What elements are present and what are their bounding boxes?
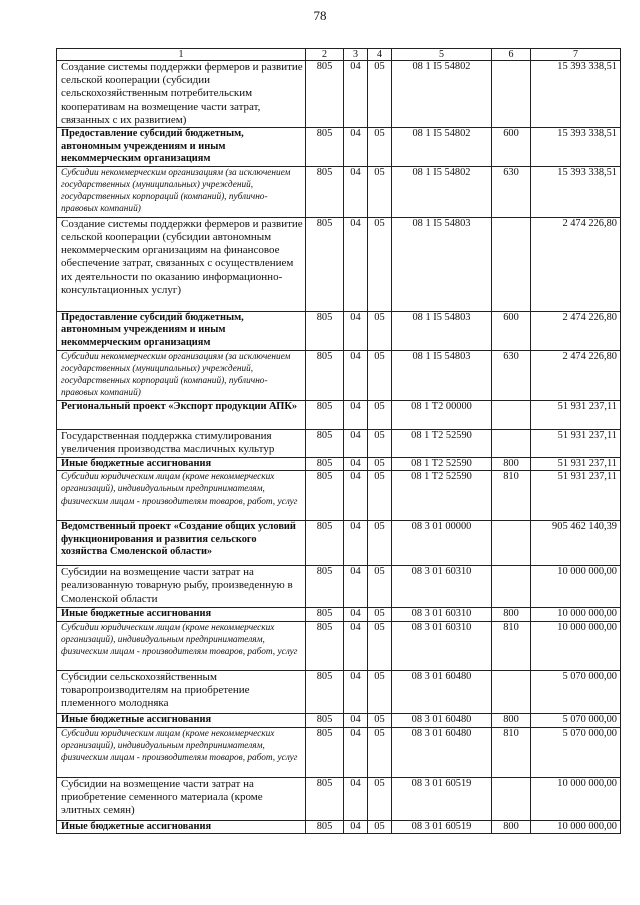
ministry-code: 805 [306, 670, 344, 713]
subsection-code: 05 [368, 457, 392, 471]
ministry-code: 805 [306, 521, 344, 566]
target-article-code: 08 3 01 00000 [392, 521, 492, 566]
subsection-code: 05 [368, 713, 392, 727]
table-row [57, 429, 621, 457]
amount: 5 070 000,00 [531, 670, 621, 713]
amount: 10 000 000,00 [531, 566, 621, 608]
header-row [57, 49, 621, 61]
target-article-code: 08 1 I5 54803 [392, 217, 492, 311]
section-code: 04 [344, 621, 368, 670]
expense-type-code: 600 [492, 128, 531, 167]
section-code: 04 [344, 713, 368, 727]
expense-type-code: 800 [492, 457, 531, 471]
section-code: 04 [344, 429, 368, 457]
section-code: 04 [344, 61, 368, 128]
table-row [57, 457, 621, 471]
subsection-code: 05 [368, 820, 392, 834]
amount: 51 931 237,11 [531, 471, 621, 521]
section-code: 04 [344, 457, 368, 471]
table-row [57, 777, 621, 820]
item-name: Субсидии юридическим лицам (кроме некоммерческих организаций), индивидуальным предпринимателям, физическим лицам - производителям товаров, работ, услуг [57, 727, 306, 777]
target-article-code: 08 1 T2 52590 [392, 429, 492, 457]
subsection-code: 05 [368, 727, 392, 777]
subsection-code: 05 [368, 621, 392, 670]
item-name: Субсидии сельскохозяйственным товаропроизводителям на приобретение племенного молодняка [57, 670, 306, 713]
expense-type-code [492, 670, 531, 713]
amount: 2 474 226,80 [531, 217, 621, 311]
expense-type-code: 800 [492, 713, 531, 727]
ministry-code: 805 [306, 166, 344, 217]
section-code: 04 [344, 777, 368, 820]
expense-type-code: 810 [492, 471, 531, 521]
column-header: 2 [306, 49, 344, 61]
item-name: Субсидии на возмещение части затрат на реализованную товарную рыбу, произведенную в Смоленской области [57, 566, 306, 608]
subsection-code: 05 [368, 521, 392, 566]
table-row [57, 471, 621, 521]
amount: 15 393 338,51 [531, 166, 621, 217]
item-name: Предоставление субсидий бюджетным, автономным учреждениям и иным некоммерческим организациям [57, 311, 306, 350]
table-row [57, 608, 621, 622]
subsection-code: 05 [368, 350, 392, 400]
table-row [57, 727, 621, 777]
target-article-code: 08 3 01 60519 [392, 777, 492, 820]
amount: 5 070 000,00 [531, 713, 621, 727]
table-row [57, 128, 621, 167]
amount: 51 931 237,11 [531, 429, 621, 457]
subsection-code: 05 [368, 777, 392, 820]
table-row [57, 621, 621, 670]
item-name: Субсидии юридическим лицам (кроме некоммерческих организаций), индивидуальным предпринимателям, физическим лицам - производителям товаров, работ, услуг [57, 471, 306, 521]
ministry-code: 805 [306, 566, 344, 608]
item-name: Создание системы поддержки фермеров и развитие сельской кооперации (субсидии сельскохозяйственным потребительским кооперативам на возмещение части затрат, связанных с их развитием) [57, 61, 306, 128]
subsection-code: 05 [368, 566, 392, 608]
table-row [57, 820, 621, 834]
section-code: 04 [344, 820, 368, 834]
subsection-code: 05 [368, 166, 392, 217]
section-code: 04 [344, 566, 368, 608]
ministry-code: 805 [306, 608, 344, 622]
section-code: 04 [344, 166, 368, 217]
item-name: Иные бюджетные ассигнования [57, 820, 306, 834]
section-code: 04 [344, 670, 368, 713]
column-header: 4 [368, 49, 392, 61]
subsection-code: 05 [368, 311, 392, 350]
item-name: Субсидии юридическим лицам (кроме некоммерческих организаций), индивидуальным предпринимателям, физическим лицам - производителям товаров, работ, услуг [57, 621, 306, 670]
target-article-code: 08 3 01 60310 [392, 566, 492, 608]
expense-type-code: 810 [492, 727, 531, 777]
table-row [57, 350, 621, 400]
target-article-code: 08 3 01 60519 [392, 820, 492, 834]
section-code: 04 [344, 128, 368, 167]
target-article-code: 08 3 01 60310 [392, 608, 492, 622]
item-name: Иные бюджетные ассигнования [57, 457, 306, 471]
target-article-code: 08 3 01 60480 [392, 670, 492, 713]
expense-type-code [492, 777, 531, 820]
subsection-code: 05 [368, 128, 392, 167]
target-article-code: 08 1 T2 52590 [392, 457, 492, 471]
section-code: 04 [344, 350, 368, 400]
item-name: Региональный проект «Экспорт продукции АПК» [57, 400, 306, 429]
amount: 10 000 000,00 [531, 608, 621, 622]
item-name: Создание системы поддержки фермеров и развитие сельской кооперации (субсидии автономным некоммерческим организациям на финансовое обеспечение затрат, связанных с осуществлением их деятельности по оказанию информационно-консультационных услуг) [57, 217, 306, 311]
page-number: 78 [313, 8, 327, 23]
table-row [57, 566, 621, 608]
ministry-code: 805 [306, 217, 344, 311]
expense-type-code [492, 61, 531, 128]
amount: 51 931 237,11 [531, 400, 621, 429]
ministry-code: 805 [306, 128, 344, 167]
item-name: Ведомственный проект «Создание общих условий функционирования и развития сельского хозяйства Смоленской области» [57, 521, 306, 566]
expense-type-code: 800 [492, 608, 531, 622]
amount: 15 393 338,51 [531, 61, 621, 128]
item-name: Иные бюджетные ассигнования [57, 713, 306, 727]
ministry-code: 805 [306, 311, 344, 350]
table-row [57, 670, 621, 713]
budget-table [56, 48, 621, 834]
ministry-code: 805 [306, 471, 344, 521]
column-header: 7 [531, 49, 621, 61]
subsection-code: 05 [368, 61, 392, 128]
table-row [57, 400, 621, 429]
section-code: 04 [344, 471, 368, 521]
section-code: 04 [344, 217, 368, 311]
expense-type-code: 800 [492, 820, 531, 834]
amount: 905 462 140,39 [531, 521, 621, 566]
subsection-code: 05 [368, 608, 392, 622]
amount: 10 000 000,00 [531, 621, 621, 670]
amount: 15 393 338,51 [531, 128, 621, 167]
ministry-code: 805 [306, 457, 344, 471]
table-row [57, 521, 621, 566]
subsection-code: 05 [368, 670, 392, 713]
target-article-code: 08 1 T2 00000 [392, 400, 492, 429]
amount: 10 000 000,00 [531, 820, 621, 834]
section-code: 04 [344, 400, 368, 429]
expense-type-code [492, 566, 531, 608]
item-name: Государственная поддержка стимулирования увеличения производства масличных культур [57, 429, 306, 457]
column-header: 1 [57, 49, 306, 61]
target-article-code: 08 3 01 60480 [392, 713, 492, 727]
target-article-code: 08 3 01 60310 [392, 621, 492, 670]
target-article-code: 08 1 T2 52590 [392, 471, 492, 521]
target-article-code: 08 3 01 60480 [392, 727, 492, 777]
expense-type-code [492, 217, 531, 311]
ministry-code: 805 [306, 61, 344, 128]
ministry-code: 805 [306, 621, 344, 670]
subsection-code: 05 [368, 217, 392, 311]
target-article-code: 08 1 I5 54802 [392, 128, 492, 167]
amount: 2 474 226,80 [531, 311, 621, 350]
table-row [57, 217, 621, 311]
section-code: 04 [344, 608, 368, 622]
target-article-code: 08 1 I5 54802 [392, 166, 492, 217]
expense-type-code [492, 400, 531, 429]
column-header: 3 [344, 49, 368, 61]
item-name: Субсидии некоммерческим организациям (за исключением государственных (муниципальных) учреждений, государственных корпораций (компаний), публично-правовых компаний) [57, 166, 306, 217]
section-code: 04 [344, 311, 368, 350]
subsection-code: 05 [368, 429, 392, 457]
item-name: Субсидии некоммерческим организациям (за исключением государственных (муниципальных) учреждений, государственных корпораций (компаний), публично-правовых компаний) [57, 350, 306, 400]
section-code: 04 [344, 727, 368, 777]
ministry-code: 805 [306, 820, 344, 834]
amount: 2 474 226,80 [531, 350, 621, 400]
table-row [57, 61, 621, 128]
ministry-code: 805 [306, 777, 344, 820]
amount: 5 070 000,00 [531, 727, 621, 777]
amount: 10 000 000,00 [531, 777, 621, 820]
item-name: Субсидии на возмещение части затрат на приобретение семенного материала (кроме элитных семян) [57, 777, 306, 820]
expense-type-code: 600 [492, 311, 531, 350]
ministry-code: 805 [306, 429, 344, 457]
subsection-code: 05 [368, 400, 392, 429]
expense-type-code: 630 [492, 350, 531, 400]
column-header: 5 [392, 49, 492, 61]
ministry-code: 805 [306, 350, 344, 400]
amount: 51 931 237,11 [531, 457, 621, 471]
item-name: Предоставление субсидий бюджетным, автономным учреждениям и иным некоммерческим организациям [57, 128, 306, 167]
ministry-code: 805 [306, 727, 344, 777]
target-article-code: 08 1 I5 54803 [392, 350, 492, 400]
ministry-code: 805 [306, 713, 344, 727]
table-row [57, 311, 621, 350]
target-article-code: 08 1 I5 54803 [392, 311, 492, 350]
expense-type-code [492, 429, 531, 457]
item-name: Иные бюджетные ассигнования [57, 608, 306, 622]
target-article-code: 08 1 I5 54802 [392, 61, 492, 128]
subsection-code: 05 [368, 471, 392, 521]
ministry-code: 805 [306, 400, 344, 429]
expense-type-code: 810 [492, 621, 531, 670]
expense-type-code: 630 [492, 166, 531, 217]
table-row [57, 166, 621, 217]
column-header: 6 [492, 49, 531, 61]
section-code: 04 [344, 521, 368, 566]
expense-type-code [492, 521, 531, 566]
table-row [57, 713, 621, 727]
